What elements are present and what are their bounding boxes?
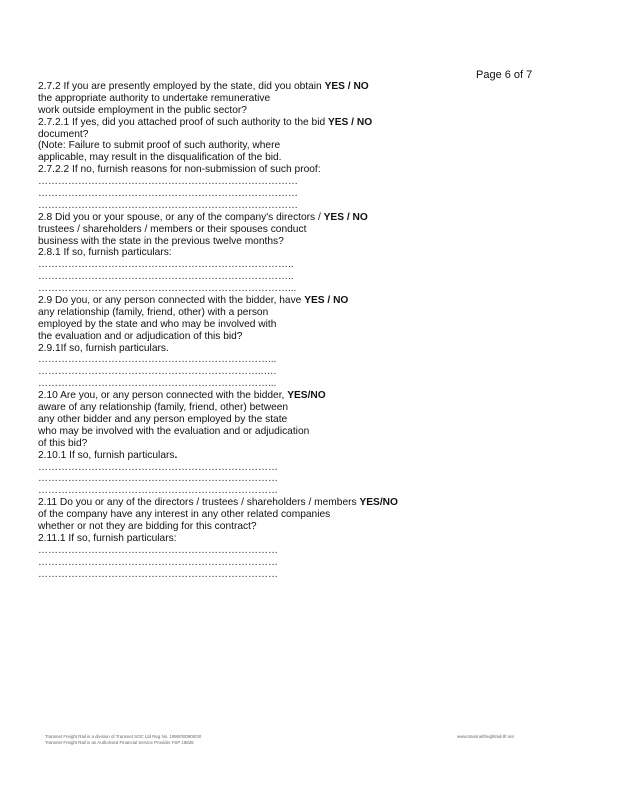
yes-no-answer: YES / NO: [323, 211, 368, 223]
footer-company-info: [45, 734, 201, 746]
question-2-11-line-2: of the company have any interest in any other related companies: [38, 509, 331, 521]
yes-no-answer: YES/NO: [359, 497, 398, 509]
answer-dotted-line[interactable]: ……………………………………………………………………: [38, 188, 298, 200]
question-2-10-line-4: who may be involved with the evaluation and or adjudication: [38, 425, 310, 437]
question-2-10-line-2: aware of any relationship (family, friend, other) between: [38, 402, 289, 414]
answer-dotted-line[interactable]: …………………………………………………………………...: [38, 283, 297, 295]
answer-dotted-line[interactable]: ………………………………………………………………: [38, 461, 278, 473]
question-2-10-line-1: 2.10 Are you, or any person connected with the bidder, YES/NO: [38, 390, 326, 402]
answer-dotted-line[interactable]: …………………………………………………………………..: [38, 271, 294, 283]
question-2-10-line-3: any other bidder and any person employed by the state: [38, 413, 288, 425]
yes-no-answer: YES / NO: [304, 295, 349, 307]
footer-line-2: Transnet Freight Rail is an Authorised Financial Service Provider FSP 18828: [45, 740, 194, 745]
answer-dotted-line[interactable]: ………………………………………………………………: [38, 473, 278, 485]
period-bold: .: [174, 449, 178, 461]
answer-dotted-line[interactable]: ………………………………………………………………: [38, 544, 278, 556]
question-2-10-line-5: of this bid?: [38, 437, 88, 449]
question-2-9-line-3: employed by the state and who may be involved with: [38, 318, 277, 330]
question-2-7-2-line-1: 2.7.2 If you are presently employed by the state, did you obtain YES / NO: [38, 81, 369, 92]
yes-no-answer: YES/NO: [287, 390, 326, 402]
answer-dotted-line[interactable]: ………………………………………………………………: [38, 485, 278, 497]
answer-dotted-line[interactable]: ……………………………………………………………………: [38, 199, 298, 211]
question-2-7-2-1-note-line-2: applicable, may result in the disqualification of the bid.: [38, 152, 282, 164]
footer-line-1: Transnet Freight Rail is a division of Transnet SOC Ltd Reg No. 1990/000900/30: [45, 734, 202, 739]
answer-dotted-line[interactable]: …………………………………………………………………..: [38, 259, 294, 271]
question-2-8-line-2: trustees / shareholders / members or their spouses conduct: [38, 223, 307, 235]
question-2-7-2-1-note-line-1: (Note: Failure to submit proof of such authority, where: [38, 140, 281, 152]
question-2-7-2-1-line-2: document?: [38, 128, 89, 140]
yes-no-answer: YES / NO: [324, 81, 369, 92]
question-2-9-line-4: the evaluation and or adjudication of this bid?: [38, 330, 243, 342]
answer-dotted-line[interactable]: …………………………………………………………..….: [38, 366, 277, 378]
answer-dotted-line[interactable]: ……………………………………………………………...: [38, 378, 277, 390]
question-2-8-line-1: 2.8 Did you or your spouse, or any of the company's directors / YES / NO: [38, 211, 368, 223]
question-2-7-2-line-3: work outside employment in the public sector?: [38, 104, 247, 116]
question-2-7-2-1-line-1: 2.7.2.1 If yes, did you attached proof of such authority to the bid YES / NO: [38, 116, 373, 128]
question-2-9-line-1: 2.9 Do you, or any person connected with the bidder, have YES / NO: [38, 295, 349, 307]
yes-no-answer: YES / NO: [327, 116, 373, 128]
footer-website-link[interactable]: www.transnetfreightrail-tfr.net: [457, 734, 514, 739]
question-2-10-1-line-1: 2.10.1 If so, furnish particulars.: [38, 449, 178, 461]
question-2-7-2-line-2: the appropriate authority to undertake remunerative: [38, 92, 271, 104]
answer-dotted-line[interactable]: ……………………………………………………………...: [38, 354, 277, 366]
question-2-9-line-2: any relationship (family, friend, other) with a person: [38, 306, 269, 318]
answer-dotted-line[interactable]: ……………………………………………………………………: [38, 176, 298, 188]
answer-dotted-line[interactable]: ………………………………………………………………: [38, 556, 278, 568]
question-2-8-line-3: business with the state in the previous twelve months?: [38, 235, 284, 247]
answer-dotted-line[interactable]: ………………………………………………………………: [38, 568, 278, 580]
question-2-9-1-line-1: 2.9.1If so, furnish particulars.: [38, 342, 169, 354]
question-2-11-1-line-1: 2.11.1 If so, furnish particulars:: [38, 532, 177, 544]
declaration-questions: [38, 81, 598, 580]
question-2-11-line-1: 2.11 Do you or any of the directors / trustees / shareholders / members YES/NO: [38, 497, 398, 509]
page-number: Page 6 of 7: [476, 69, 533, 81]
question-2-7-2-2-line-1: 2.7.2.2 If no, furnish reasons for non-submission of such proof:: [38, 164, 321, 176]
question-2-11-line-3: whether or not they are bidding for this contract?: [38, 520, 257, 532]
question-2-8-1-line-1: 2.8.1 If so, furnish particulars:: [38, 247, 172, 259]
